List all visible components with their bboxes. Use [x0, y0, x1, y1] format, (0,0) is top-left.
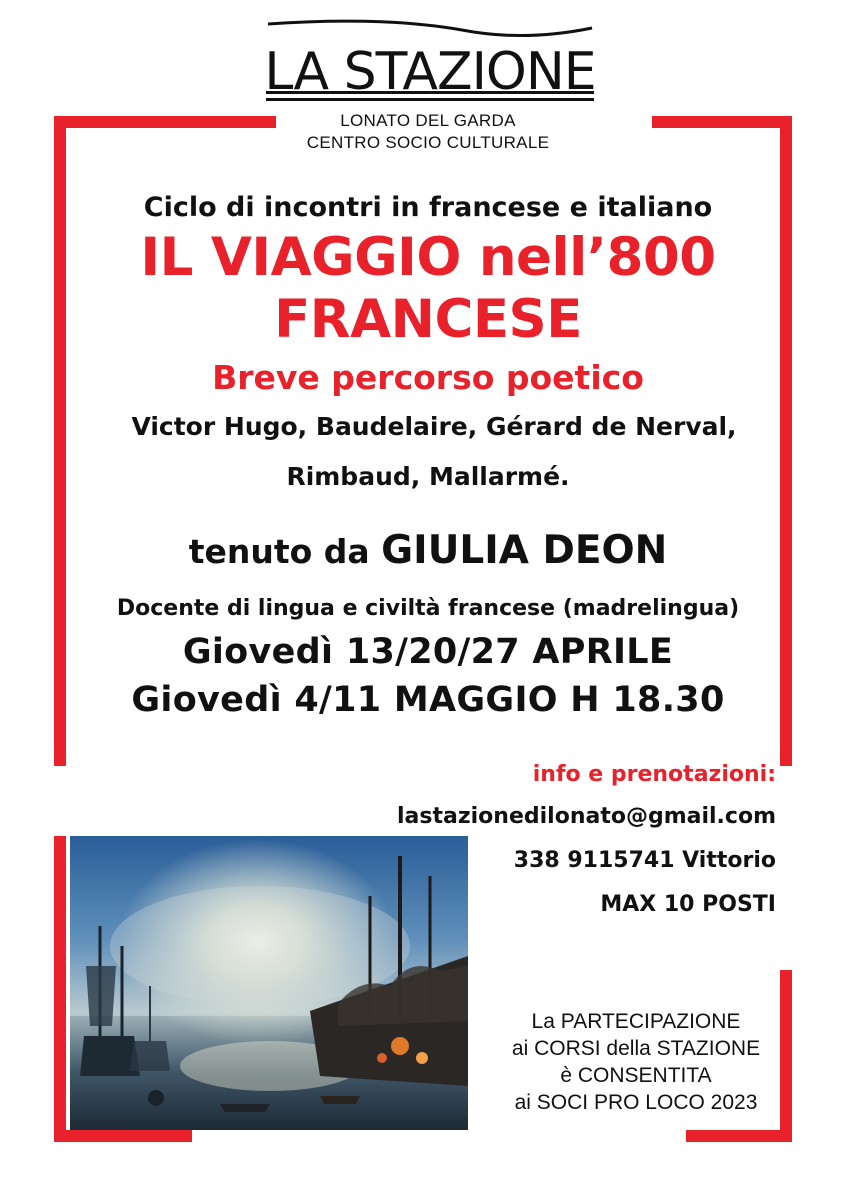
event-subtitle: Breve percorso poetico [212, 358, 644, 397]
info-email: lastazionedilonato@gmail.com [396, 804, 776, 829]
event-dates-line2: Giovedì 4/11 MAGGIO H 18.30 [131, 680, 725, 720]
note-line4: ai SOCI PRO LOCO 2023 [514, 1091, 758, 1114]
event-title-line2: FRANCESE [274, 289, 582, 350]
teacher-name: GIULIA DEON [381, 528, 668, 573]
info-seats: MAX 10 POSTI [600, 892, 776, 917]
teacher-prefix: tenuto da [188, 532, 370, 571]
logo-name: LA STAZIONE [264, 42, 596, 102]
event-cycle: Ciclo di incontri in francese e italiano [143, 192, 713, 223]
frame-bottom-right [686, 1130, 792, 1142]
note-line1: La PARTECIPAZIONE [531, 1010, 741, 1033]
event-title-line1: IL VIAGGIO nell’800 [140, 227, 716, 288]
info-label: info e prenotazioni: [532, 762, 776, 787]
logo-location: LONATO DEL GARDA [340, 111, 516, 130]
logo-tagline: CENTRO SOCIO CULTURALE [306, 133, 550, 152]
note-line2: ai CORSI della STAZIONE [511, 1037, 761, 1060]
logo [262, 18, 598, 110]
event-teacher-line [0, 528, 856, 573]
frame-left-lower [54, 836, 66, 1140]
note-line3: è CONSENTITA [560, 1064, 712, 1087]
event-poets-line1: Victor Hugo, Baudelaire, Gérard de Nerval, [131, 412, 737, 441]
event-poets-line2: Rimbaud, Mallarmé. [286, 462, 570, 491]
info-phone: 338 9115741 Vittorio [513, 848, 776, 873]
participation-note [486, 1008, 786, 1116]
teacher-role: Docente di lingua e civiltà francese (madrelingua) [116, 596, 740, 621]
frame-bottom-left [54, 1130, 192, 1142]
painting-image [70, 836, 468, 1130]
event-dates-line1: Giovedì 13/20/27 APRILE [182, 632, 674, 672]
